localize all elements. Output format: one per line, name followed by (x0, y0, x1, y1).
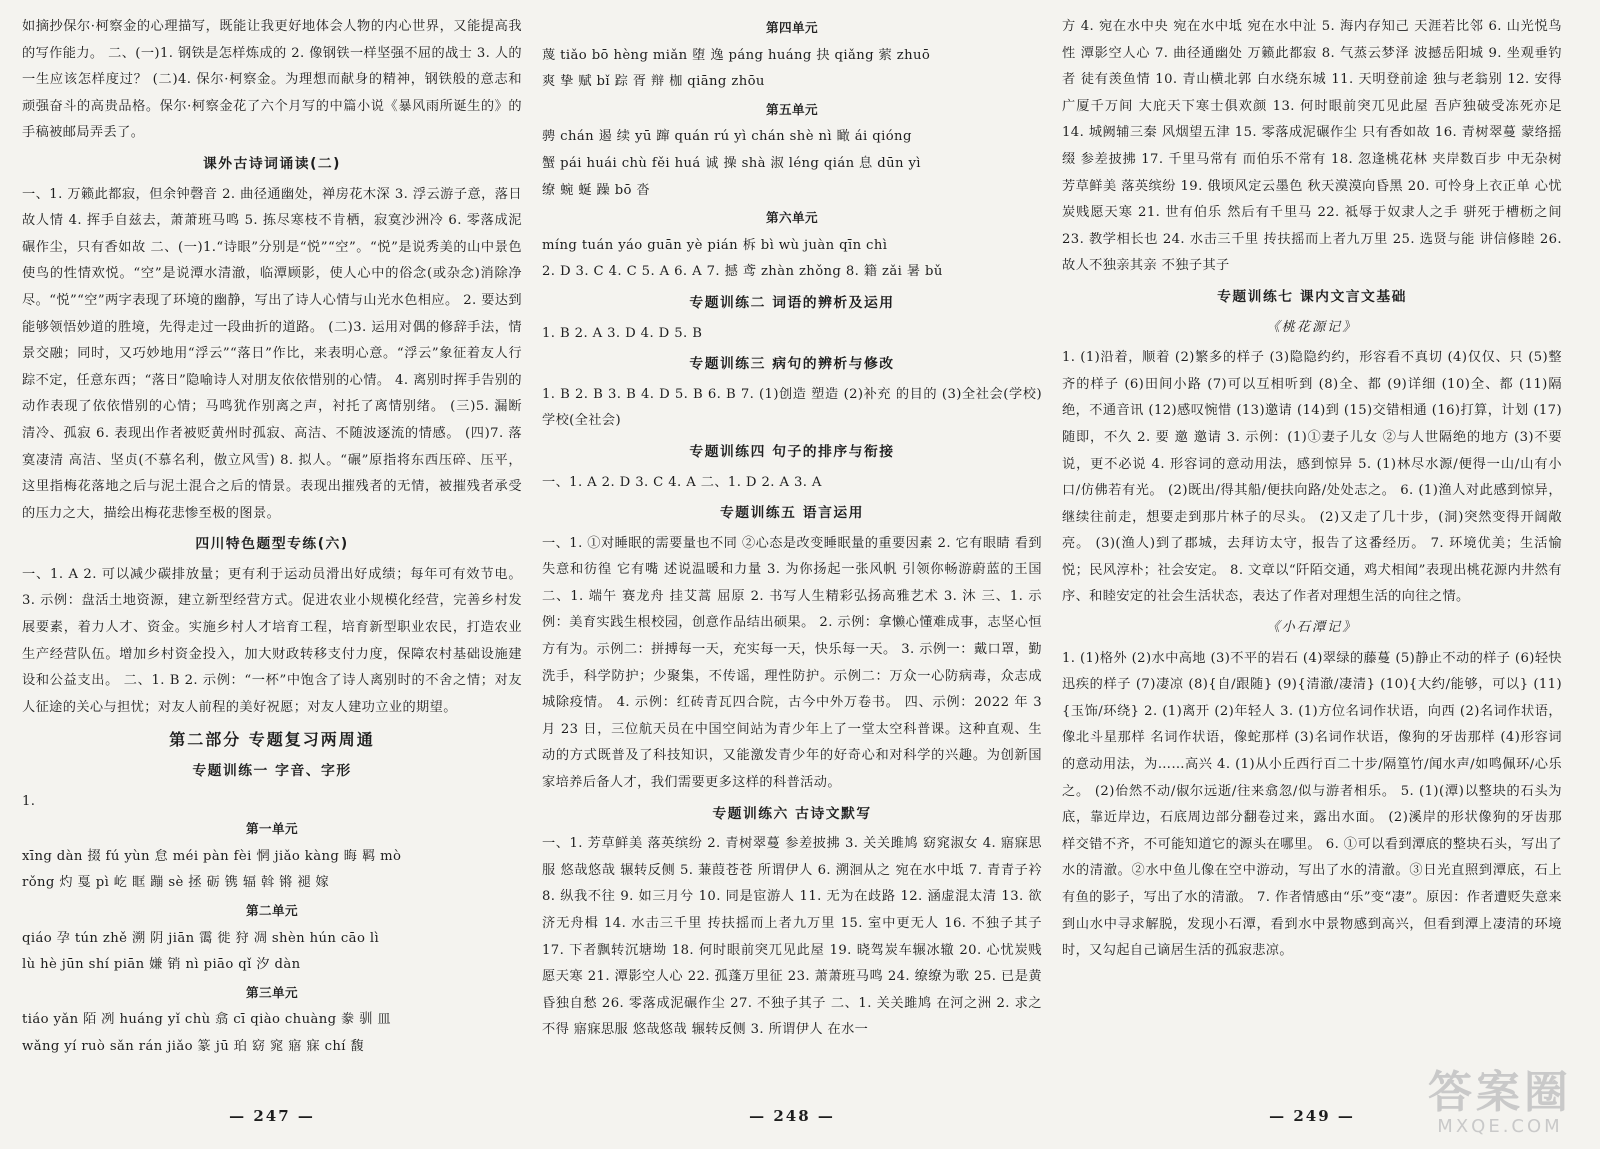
site-watermark (1428, 1067, 1572, 1137)
answer-line: 一、1. A 2. D 3. C 4. A 二、1. D 2. A 3. A (542, 474, 822, 490)
answer-paragraph: 1. (1)格外 (2)水中高地 (3)不平的岩石 (4)翠绿的藤蔓 (5)静止不动的样子 (6)轻快迅疾的样子 (7)凄凉 (8){自/跟随} (9){清澈/凄清} (10){大约/能够，可以} (11){玉饰/环绕} 2. (1)离开 (2)年轻人 3. (1)方位名词作状语，向西 (2)名词作状语，像北斗星那样 名词作状语，像蛇那样 (3)名词作状语，像狗的牙齿那样 (4)形容词的意动用法，为……高兴 4. (1)从小丘西行百二十步/隔篁竹/闻水声/如鸣佩环/心乐之。 (2)佁然不动/俶尔远逝/往来翕忽/似与游者相乐。 5. (1)(潭)以整块的石头为底，靠近岸边，石底周边部分翻卷过来，露出水面。 (2)溪岸的形状像狗的牙齿那样交错不齐，不可能知道它的源头在哪里。 6. ①可以看到潭底的整块石头，写出了水的清澈。②水中鱼儿像在空中游动，写出了水的清澈。③日光直照到潭底，石上有鱼的影子，写出了水的清澈。 7. 作者情感由“乐”变“凄”。原因：作者遭贬失意来到山水中寻求解脱，发现小石潭，看到水中景物感到高兴，但看到潭上凄清的环境时，又勾起自己谪居生活的孤寂悲凉。 (1062, 650, 1562, 959)
section-title: 专题训练六 古诗文默写 (712, 805, 872, 822)
answer-line: míng tuán yáo guān yè pián 柝 bì wù juàn qīn chì (542, 237, 888, 253)
watermark-url: MXQE.COM (1437, 1116, 1563, 1137)
page-247 (22, 14, 522, 1134)
answer-paragraph: 一、1. ①对睡眠的需要量也不同 ②心态是改变睡眠量的重要因素 2. 它有眼睛 看到失意和彷徨 它有嘴 述说温暖和力量 3. 为你扬起一张风帆 引领你畅游蔚蓝的王国 二、1. 端午 赛龙舟 挂艾蒿 屈原 2. 书写人生精彩弘扬高雅艺术 3. 沐 三、1. 示例：美育实践生根校园，创意作品结出硕果。 2. 示例：拿懒心懂难成事，志坚心恒方有为。示例二：拼搏每一天，充实每一天，快乐每一天。 3. 示例一：戴口罩，勤洗手，科学防护；少聚集，不传谣，理性防护。示例二：万众一心防病毒，众志成城除疫情。 4. 示例：红砖青瓦四合院，古今中外万卷书。 四、示例：2022 年 3 月 23 日，三位航天员在中国空间站为青少年上了一堂太空科普课。这种直观、生动的方式既普及了科技知识，又能激发青少年的好奇心和对科学的兴趣。为创新国家培养后备人才，我们需要更多这样的科普活动。 (542, 535, 1042, 791)
answer-paragraph: 一、1. A 2. 可以减少碳排放量；更有利于运动员滑出好成绩；每年可有效节电。 3. 示例：盘活土地资源，建立新型经营方式。促进农业小规模化经营，完善乡村发展要素，着力人才、资金。实施乡村人才培育工程，培育新型职业农民，打造农业生产经营队伍。增加乡村资金投入，加大财政转移支付力度，保障农村基础设施建设和公益支出。 二、1. B 2. 示例：“一杯”中饱含了诗人离别时的不舍之情；对友人征途的关心与担忧；对友人前程的美好祝愿；对友人建功立业的期望。 (22, 566, 522, 715)
answer-paragraph: 一、1. 万籁此都寂，但余钟磬音 2. 曲径通幽处，禅房花木深 3. 浮云游子意，落日故人情 4. 挥手自兹去，萧萧班马鸣 5. 拣尽寒枝不肯栖，寂寞沙洲冷 6. 零落成泥碾作尘，只有香如故 二、(一)1.“诗眼”分别是“悦”“空”。“悦”是说秀美的山中景色使鸟的性情欢悦。“空”是说潭水清澈，临潭顾影，使人心中的俗念(或杂念)消除净尽。“悦”“空”两字表现了环境的幽静，写出了诗人心情与山光水色相应。 2. 要达到能够领悟妙道的胜境，先得走过一段曲折的道路。 (二)3. 运用对偶的修辞手法，情景交融；同时，又巧妙地用“浮云”“落日”作比，来表明心意。“浮云”象征着友人行踪不定，任意东西；“落日”隐喻诗人对朋友依依惜别的心情。 4. 离别时挥手告别的动作表现了依依惜别的心情；马鸣犹作别离之声，衬托了离情别绪。 (三)5. 漏断 清冷、孤寂 6. 表现出作者被贬黄州时孤寂、高洁、不随波逐流的情感。 (四)7. 落寞凄清 高洁、坚贞(不慕名利，傲立风雪) 8. 拟人。“碾”原指将东西压碎、压平，这里指梅花落地之后与泥土混合之后的情景。表现出摧残者的无情，被摧残者承受的压力之大，描绘出梅花悲惨至极的图景。 (22, 186, 522, 521)
answer-line: 蔑 tiǎo bō hèng miǎn 堕 逸 páng huáng 抉 qiǎng 萦 zhuō (542, 47, 931, 63)
page-248 (542, 14, 1042, 1134)
section-title: 专题训练五 语言运用 (720, 505, 864, 522)
section-title: 专题训练三 病句的辨析与修改 (689, 356, 895, 373)
answer-line: rǒng 灼 戛 pì 屹 眶 蹦 sè 拯 砺 镌 辐 斡 锵 褪 嫁 (22, 875, 330, 891)
answer-line: 缭 蜿 蜒 躁 bō 沓 (542, 182, 651, 198)
answer-line: wǎng yí ruò sǎn rán jiǎo 篆 jū 珀 窈 窕 寤 寐 chí 馥 (22, 1038, 365, 1054)
section-title: 课外古诗词诵读(二) (203, 155, 341, 172)
section-title: 专题训练四 句子的排序与衔接 (689, 443, 895, 460)
section-title: 四川特色题型专练(六) (195, 536, 349, 553)
answer-line: tiáo yǎn 陌 冽 huáng yǐ chù 翕 cī qiào chuàng 豢 驯 皿 (22, 1012, 392, 1028)
answer-paragraph: 1. B 2. B 3. B 4. D 5. B 6. B 7. (1)创造 塑造 (2)补充 的目的 (3)全社会(学校) 学校(全社会) (542, 386, 1042, 429)
unit-heading: 第六单元 (766, 210, 818, 226)
text-title: 《小石潭记》 (1266, 620, 1358, 636)
unit-heading: 第三单元 (246, 984, 298, 1000)
answer-line: lù hè jūn shí piān 嫌 销 nì piāo qǐ 汐 dàn (22, 957, 301, 973)
answer-paragraph: 1. (1)沿着，顺着 (2)繁多的样子 (3)隐隐约约，形容看不真切 (4)仅仅、只 (5)整齐的样子 (6)田间小路 (7)可以互相听到 (8)全、都 (9)详细 (10)全、都 (11)隔绝，不通音讯 (12)感叹惋惜 (13)邀请 (14)到 (15)交错相通 (16)打算，计划 (17)随即，不久 2. 要 邀 邀请 3. 示例：(1)①妻子儿女 ②与人世隔绝的地方 (3)不要说，更不必说 4. 形容词的意动用法，感到惊异 5. (1)林尽水源/便得一山/山有小口/仿佛若有光。 (2)既出/得其船/便扶向路/处处志之。 6. (1)渔人对此感到惊异，继续往前走，想要走到那片林子的尽头。 (2)又走了几十步，(洞)突然变得开阔敞亮。 (3)(渔人)到了郡城，去拜访太守，报告了这番经历。 7. 环境优美；生活愉悦；民风淳朴；社会安定。 8. 文章以“阡陌交通，鸡犬相闻”表现出桃花源内井然有序、和睦安定的社会生活状态，表达了作者对理想生活的向往之情。 (1062, 350, 1562, 605)
watermark-logo-text: 答案圈 (1428, 1067, 1572, 1118)
answer-paragraph: 1. (22, 793, 36, 809)
answer-paragraph: 如摘抄保尔·柯察金的心理描写，既能让我更好地体会人物的内心世界，又能提高我的写作能力。 二、(一)1. 钢铁是怎样炼成的 2. 像钢铁一样坚强不屈的战士 3. 人的一生应该怎样度过？ (二)4. 保尔·柯察金。为理想而献身的精神，钢铁般的意志和顽强奋斗的高贵品格。保尔·柯察金花了六个月写的中篇小说《暴风雨所诞生的》的手稿被邮局弄丢了。 (22, 19, 522, 141)
unit-heading: 第一单元 (246, 821, 298, 837)
answer-line: 爽 挚 赋 bǐ 踪 胥 辩 枷 qiāng zhōu (542, 74, 765, 90)
answer-line: qiáo 孕 tún zhě 溯 阴 jiān 霭 徙 狩 凋 shèn hún cāo lì (22, 930, 380, 946)
unit-heading: 第五单元 (766, 101, 818, 117)
section-title: 专题训练二 词语的辨析及运用 (689, 294, 895, 311)
section-title: 专题训练七 课内文言文基础 (1217, 288, 1407, 305)
page-249 (1062, 14, 1562, 1134)
answer-paragraph: 一、1. 芳草鲜美 落英缤纷 2. 青树翠蔓 参差披拂 3. 关关雎鸠 窈窕淑女 4. 寤寐思服 悠哉悠哉 辗转反侧 5. 蒹葭苍苍 所谓伊人 6. 溯洄从之 宛在水中坻 7. 青青子衿 8. 纵我不往 9. 如三月兮 10. 同是宦游人 11. 无为在歧路 12. 涵虚混太清 13. 欲济无舟楫 14. 水击三千里 抟扶摇而上者九万里 15. 室中更无人 16. 不独子其子 17. 下者飘转沉塘坳 18. 何时眼前突兀见此屋 19. 晓驾炭车辗冰辙 20. 心忧炭贱愿天寒 21. 潭影空人心 22. 孤蓬万里征 23. 萧萧班马鸣 24. 缭缭为歌 25. 已是黄昏独自愁 26. 零落成泥碾作尘 27. 不独子其子 二、1. 关关雎鸠 在河之洲 2. 求之不得 寤寐思服 悠哉悠哉 辗转反侧 3. 所谓伊人 在水一 (542, 836, 1042, 1038)
page-number: — 249 — (1269, 1107, 1355, 1126)
answer-line: xīng dàn 掇 fú yùn 怠 méi pàn fèi 惘 jiǎo kàng 晦 羁 mò (22, 848, 402, 864)
unit-heading: 第四单元 (766, 20, 818, 35)
part-title: 第二部分 专题复习两周通 (169, 730, 375, 750)
page-number: — 248 — (749, 1107, 835, 1126)
page-number: — 247 — (229, 1107, 315, 1126)
answer-line: 骋 chán 遏 续 yū 蹿 quán rú yì chán shè nì 瞰 ái qióng (542, 129, 912, 145)
answer-line: 2. D 3. C 4. C 5. A 6. A 7. 撼 鸢 zhàn zhǒng 8. 籍 zǎi 暑 bǔ (542, 264, 943, 280)
answer-line: 1. B 2. A 3. D 4. D 5. B (542, 325, 703, 341)
answer-paragraph: 方 4. 宛在水中央 宛在水中坻 宛在水中沚 5. 海内存知己 天涯若比邻 6. 山光悦鸟性 潭影空人心 7. 曲径通幽处 万籁此都寂 8. 气蒸云梦泽 波撼岳阳城 9. 坐观垂钓者 徒有羡鱼情 10. 青山横北郭 白水绕东城 11. 天明登前途 独与老翁别 12. 安得广厦千万间 大庇天下寒士俱欢颜 13. 何时眼前突兀见此屋 吾庐独破受冻死亦足 14. 城阙辅三秦 风烟望五津 15. 零落成泥碾作尘 只有香如故 16. 青树翠蔓 蒙络摇缀 参差披拂 17. 千里马常有 而伯乐不常有 18. 忽逢桃花林 夹岸数百步 中无杂树 芳草鲜美 落英缤纷 19. 俄顷风定云墨色 秋天漠漠向昏黑 20. 可怜身上衣正单 心忧炭贱愿天寒 21. 世有伯乐 然后有千里马 22. 祗辱于奴隶人之手 骈死于槽枥之间 23. 教学相长也 24. 水击三千里 抟扶摇而上者九万里 25. 选贤与能 讲信修睦 26. 故人不独亲其亲 不独子其子 (1062, 19, 1562, 274)
section-title: 专题训练一 字音、字形 (192, 763, 352, 780)
unit-heading: 第二单元 (246, 903, 298, 918)
text-title: 《桃花源记》 (1266, 319, 1358, 335)
answer-line: 蟹 pái huái chù fěi huá 诚 操 shà 淑 léng qián 息 dūn yì (542, 155, 921, 171)
